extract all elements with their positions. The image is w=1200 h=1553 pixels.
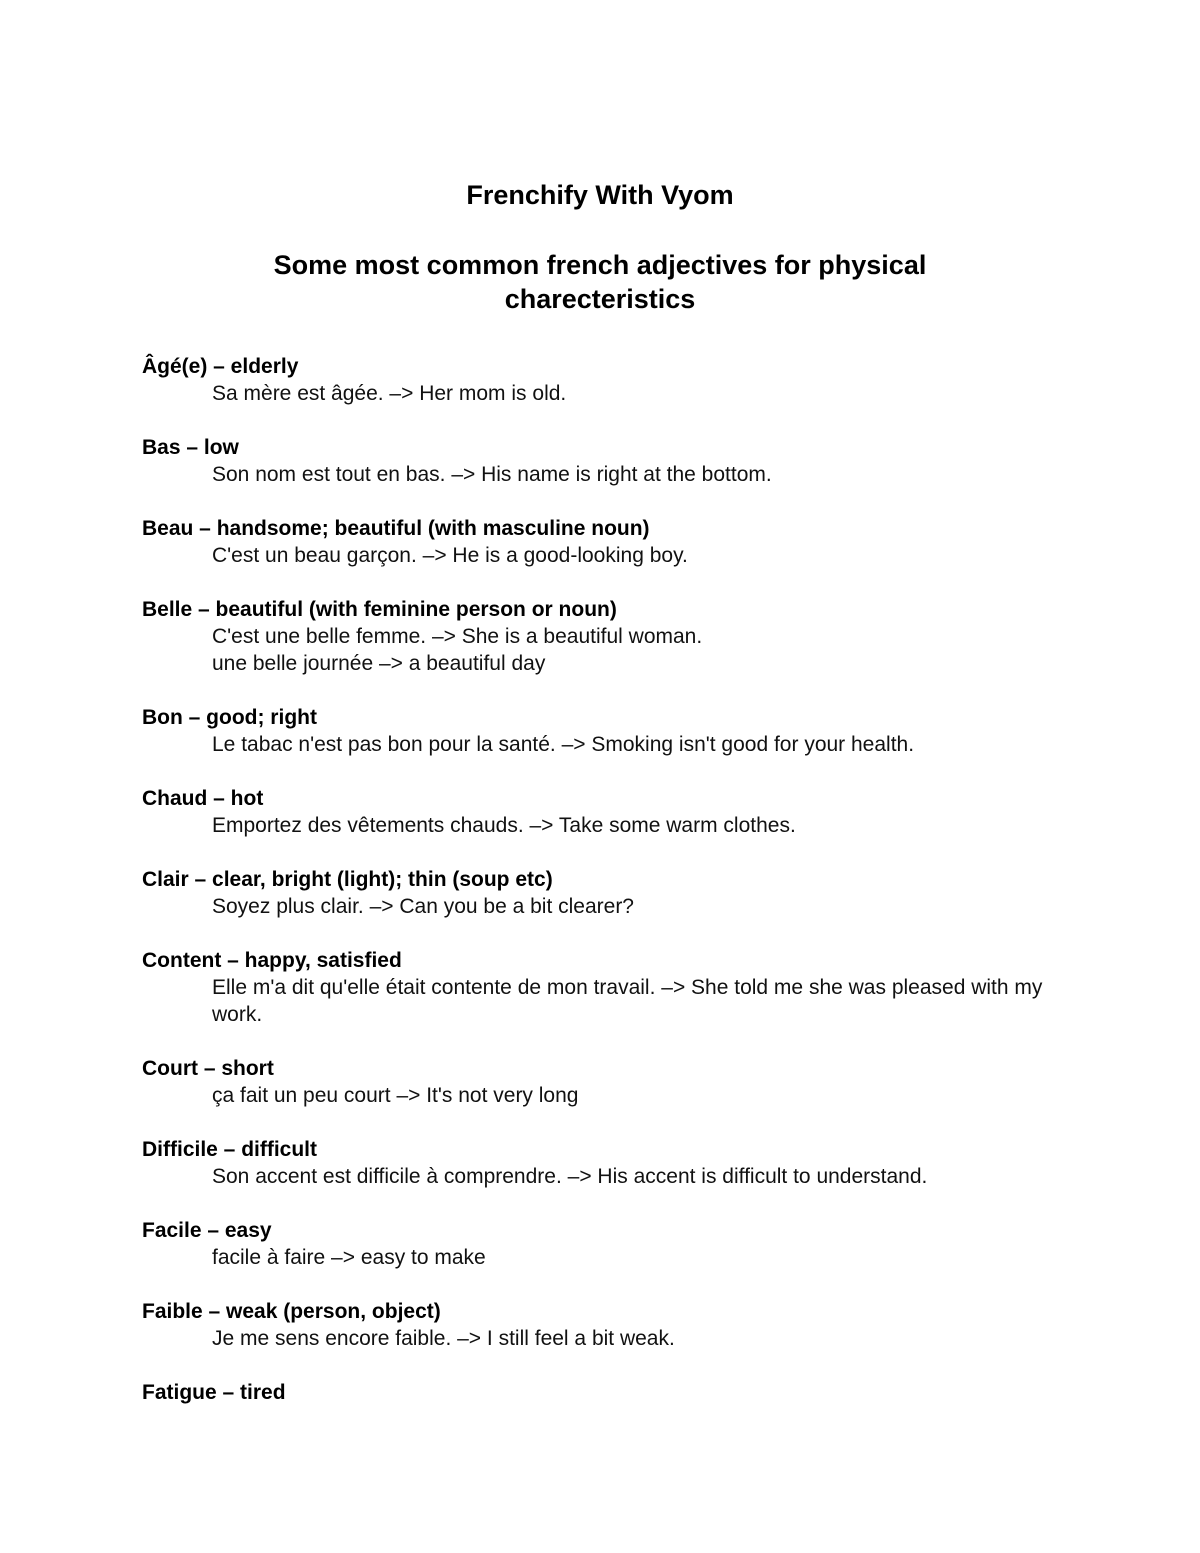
adjective-entry xyxy=(142,515,1072,569)
adjective-term: Belle – beautiful (with feminine person or noun) xyxy=(142,598,617,621)
adjective-term: Fatigue – tired xyxy=(142,1381,286,1404)
adjective-entry xyxy=(142,947,1072,1028)
adjective-term: Beau – handsome; beautiful (with masculine noun) xyxy=(142,517,650,540)
adjective-term: Content – happy, satisfied xyxy=(142,949,402,972)
document-subtitle: Some most common french adjectives for physical charecteristics xyxy=(273,250,927,314)
adjective-term: Court – short xyxy=(142,1057,274,1080)
adjective-entry xyxy=(142,1379,1072,1406)
adjective-list xyxy=(142,353,1072,1433)
adjective-entry xyxy=(142,1217,1072,1271)
example-sentence: Son nom est tout en bas. –> His name is right at the bottom. xyxy=(212,463,772,486)
example-sentence: ça fait un peu court –> It's not very long xyxy=(212,1084,579,1107)
example-sentence: Emportez des vêtements chauds. –> Take some warm clothes. xyxy=(212,814,796,837)
adjective-term: Clair – clear, bright (light); thin (soup etc) xyxy=(142,868,553,891)
adjective-entry xyxy=(142,785,1072,839)
example-sentence: Elle m'a dit qu'elle était contente de mon travail. –> She told me she was pleased with my work. xyxy=(212,976,1043,1026)
example-sentence: facile à faire –> easy to make xyxy=(212,1246,486,1269)
example-sentence: C'est un beau garçon. –> He is a good-looking boy. xyxy=(212,544,688,567)
adjective-entry xyxy=(142,596,1072,677)
document-title: Frenchify With Vyom xyxy=(466,180,734,210)
adjective-entry xyxy=(142,353,1072,407)
example-sentence: Je me sens encore faible. –> I still feel a bit weak. xyxy=(212,1327,675,1350)
example-sentence: C'est une belle femme. –> She is a beautiful woman. xyxy=(212,625,703,648)
adjective-entry xyxy=(142,1055,1072,1109)
adjective-entry xyxy=(142,434,1072,488)
adjective-term: Bas – low xyxy=(142,436,239,459)
adjective-entry xyxy=(142,1298,1072,1352)
adjective-entry xyxy=(142,704,1072,758)
example-sentence: une belle journée –> a beautiful day xyxy=(212,652,546,675)
example-sentence: Le tabac n'est pas bon pour la santé. –> Smoking isn't good for your health. xyxy=(212,733,915,756)
adjective-term: Bon – good; right xyxy=(142,706,317,729)
adjective-term: Facile – easy xyxy=(142,1219,272,1242)
adjective-term: Chaud – hot xyxy=(142,787,264,810)
adjective-entry xyxy=(142,1136,1072,1190)
example-sentence: Sa mère est âgée. –> Her mom is old. xyxy=(212,382,567,405)
adjective-term: Faible – weak (person, object) xyxy=(142,1300,441,1323)
example-sentence: Soyez plus clair. –> Can you be a bit clearer? xyxy=(212,895,634,918)
adjective-entry xyxy=(142,866,1072,920)
adjective-term: Difficile – difficult xyxy=(142,1138,318,1161)
adjective-term: Âgé(e) – elderly xyxy=(142,355,299,378)
example-sentence: Son accent est difficile à comprendre. –> His accent is difficult to understand. xyxy=(212,1165,928,1188)
